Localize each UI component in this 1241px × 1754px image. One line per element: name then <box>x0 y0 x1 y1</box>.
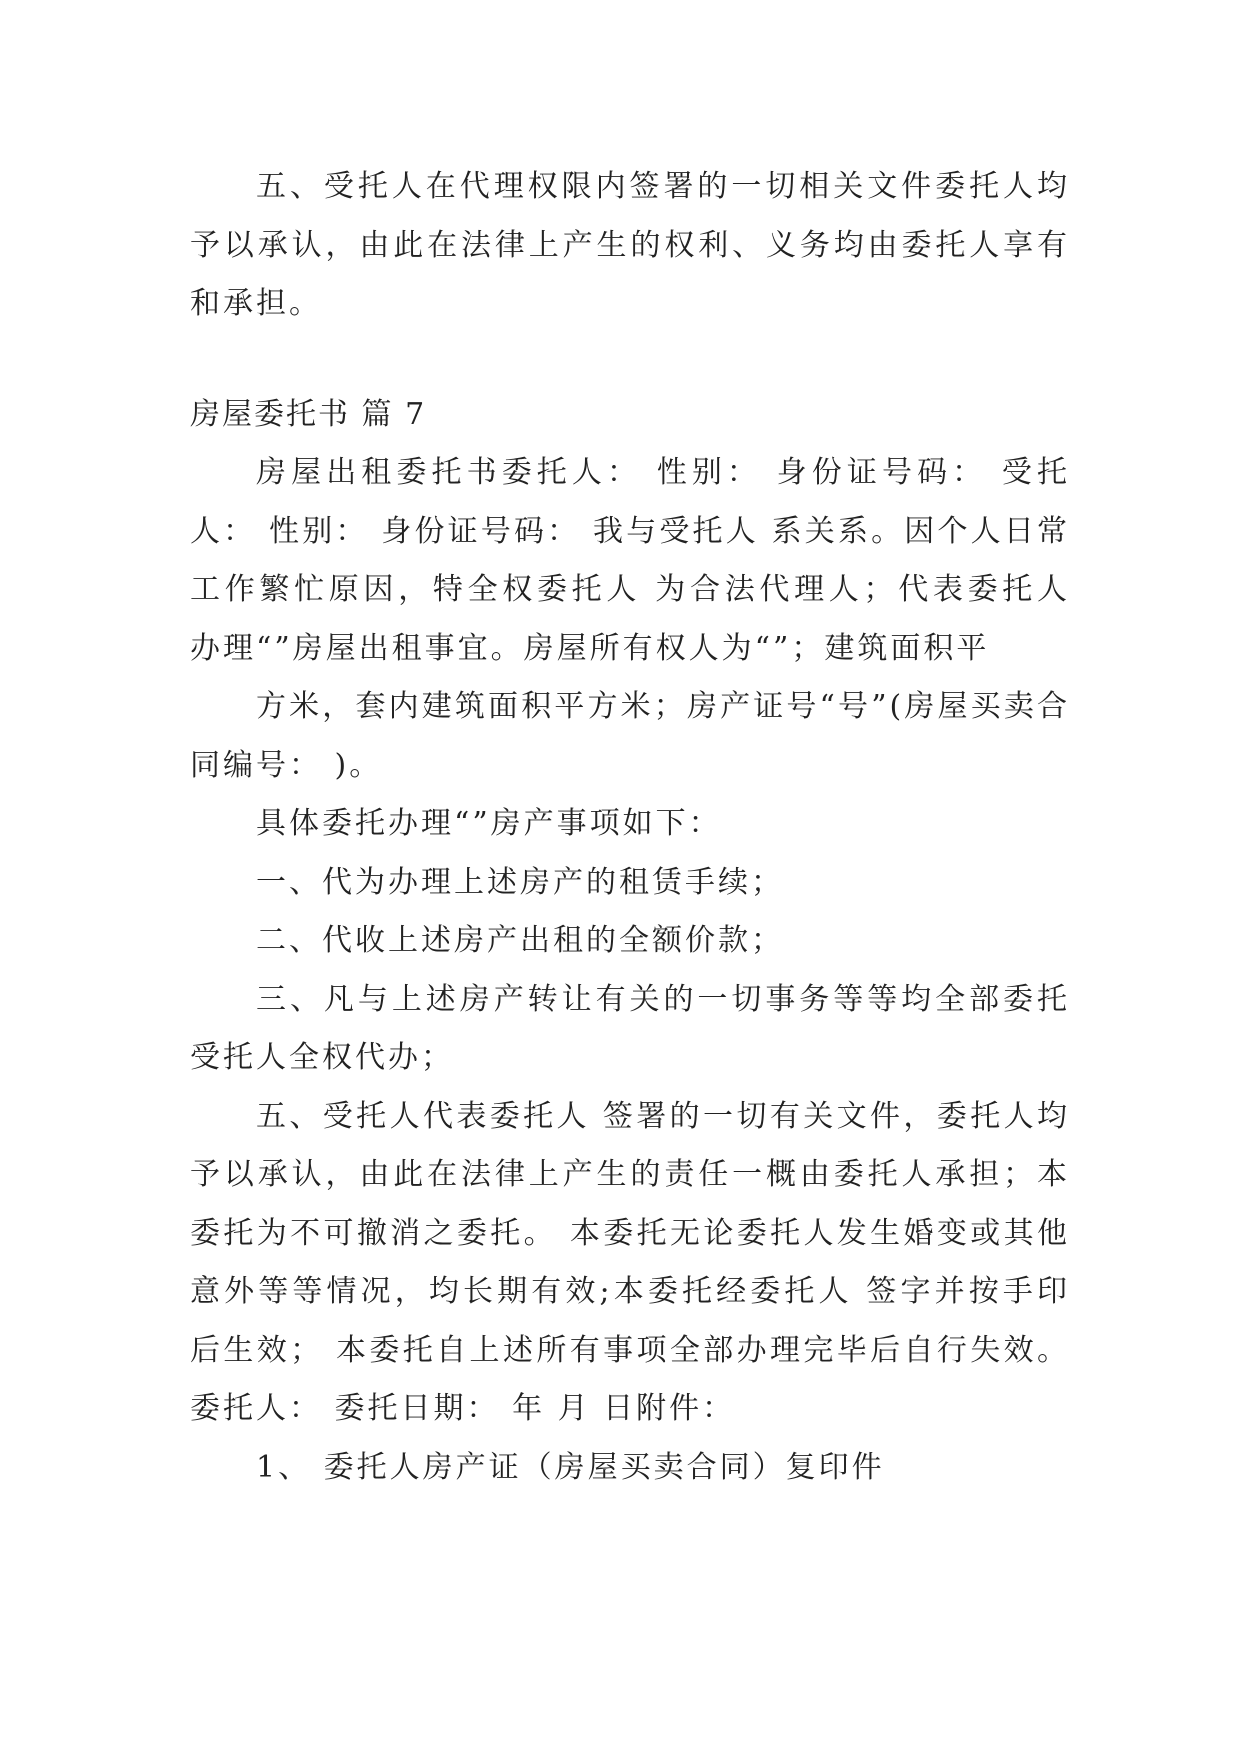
paragraph-matters-intro: 具体委托办理“”房产事项如下： <box>256 806 722 841</box>
paragraph-clause-5-previous: 五、受托人在代理权限内签署的一切相关文件委托人均予以承认，由此在法律上产生的权利、义务均由委托人享有和承担。 <box>190 169 1070 321</box>
paragraph-area: 方米，套内建筑面积平方米；房产证号“号”(房屋买卖合同编号： )。 <box>190 689 1070 783</box>
paragraph-attachment-1: 1、 委托人房产证（房屋买卖合同）复印件 <box>256 1449 885 1485</box>
document-body <box>190 158 1070 1497</box>
paragraph-intro: 房屋出租委托书委托人： 性别： 身份证号码： 受托人： 性别： 身份证号码： 我与受托人 系关系。因个人日常工作繁忙原因，特全权委托人 为合法代理人；代表委托人 办理“”房屋出租事宜。房屋所有权人为“”；建筑面积平 <box>190 455 1070 666</box>
paragraph-item-1: 一、代为办理上述房产的租赁手续； <box>256 864 784 900</box>
section-heading: 房屋委托书 篇 7 <box>190 396 427 432</box>
paragraph-item-2: 二、代收上述房产出租的全额价款； <box>256 923 784 958</box>
paragraph-item-3: 三、凡与上述房产转让有关的一切事务等等均全部委托受托人全权代办； <box>190 981 1070 1075</box>
paragraph-item-5: 五、受托人代表委托人 签署的一切有关文件，委托人均予以承认，由此在法律上产生的责任一概由委托人承担；本委托为不可撤消之委托。 本委托无论委托人发生婚变或其他意外等等情况，均长期有效;本委托经委托人 签字并按手印后生效； 本委托自上述所有事项全部办理完毕后自行失效。 委托人： 委托日期： 年 月 日附件： <box>190 1098 1070 1426</box>
